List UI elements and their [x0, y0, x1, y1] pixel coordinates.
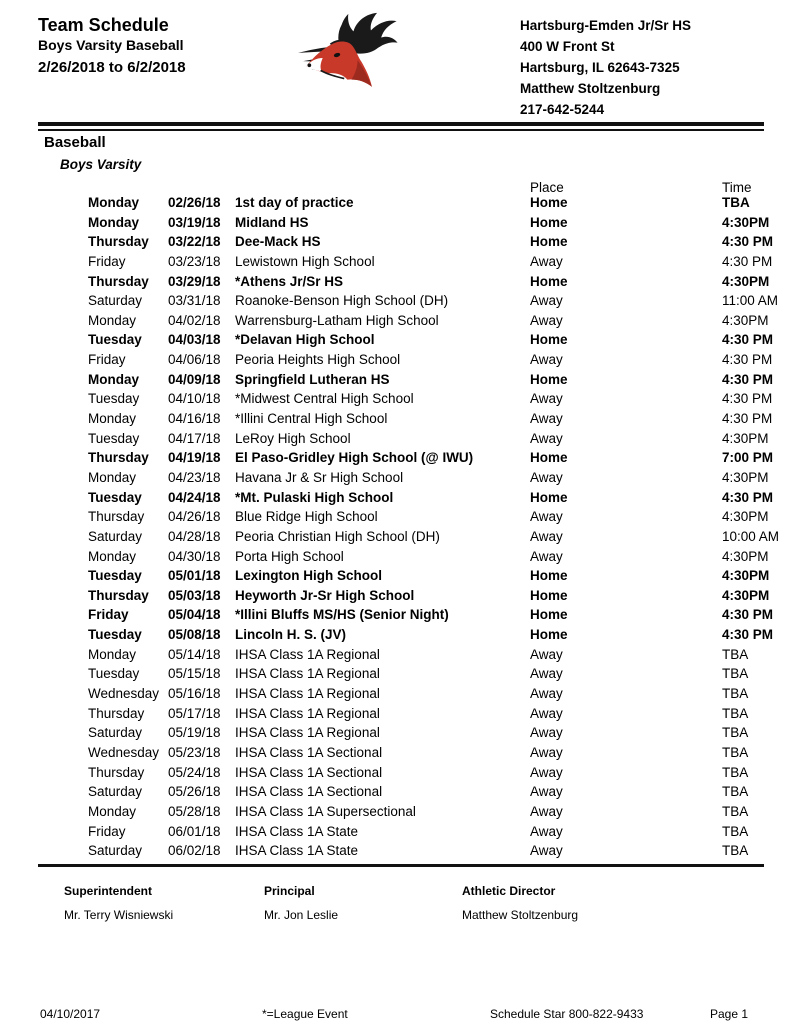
row-day: Wednesday: [88, 744, 160, 760]
row-time: TBA: [722, 705, 749, 721]
table-row: [0, 723, 800, 743]
row-day: Monday: [88, 195, 140, 210]
table-bottom-divider: [38, 864, 764, 867]
row-time: 4:30 PM: [722, 489, 774, 505]
row-date: 04/23/18: [168, 469, 221, 485]
row-place: Away: [530, 843, 563, 859]
row-event: Blue Ridge High School: [235, 509, 378, 525]
row-place: Home: [530, 195, 568, 210]
row-event: Peoria Heights High School: [235, 352, 401, 368]
table-row: [0, 488, 800, 508]
row-day: Tuesday: [88, 627, 142, 643]
row-event: Lincoln H. S. (JV): [235, 627, 347, 643]
row-date: 04/16/18: [168, 411, 221, 427]
row-day: Wednesday: [88, 686, 160, 702]
row-date: 05/01/18: [168, 568, 221, 584]
row-day: Saturday: [88, 725, 143, 741]
row-event: *Illini Central High School: [235, 411, 388, 427]
row-date: 05/24/18: [168, 764, 221, 780]
school-street: 400 W Front St: [520, 39, 615, 54]
row-time: 4:30 PM: [722, 627, 774, 643]
row-day: Friday: [88, 823, 126, 839]
row-time: 4:30PM: [722, 587, 770, 603]
row-time: 4:30 PM: [722, 234, 774, 250]
row-place: Home: [530, 587, 568, 603]
row-time: 4:30 PM: [722, 391, 773, 407]
row-event: LeRoy High School: [235, 430, 351, 446]
row-date: 05/19/18: [168, 725, 221, 741]
school-contact: Matthew Stoltzenburg: [520, 81, 661, 96]
row-date: 05/15/18: [168, 666, 221, 682]
row-event: IHSA Class 1A Regional: [235, 666, 380, 682]
row-date: 04/03/18: [168, 332, 221, 348]
row-time: TBA: [722, 725, 749, 741]
row-time: 4:30 PM: [722, 607, 774, 623]
date-range: 2/26/2018 to 6/2/2018: [38, 59, 186, 76]
row-date: 04/17/18: [168, 430, 221, 446]
row-date: 04/26/18: [168, 509, 221, 525]
row-place: Home: [530, 568, 568, 584]
table-row: [0, 782, 800, 802]
row-date: 05/08/18: [168, 627, 221, 643]
row-day: Saturday: [88, 293, 143, 309]
row-place: Away: [530, 646, 563, 662]
row-day: Monday: [88, 469, 137, 485]
row-event: IHSA Class 1A Regional: [235, 646, 380, 662]
header-divider: [38, 122, 764, 131]
table-row: [0, 605, 800, 625]
table-row: [0, 645, 800, 665]
table-row: [0, 291, 800, 311]
row-event: Dee-Mack HS: [235, 234, 321, 250]
table-row: [0, 330, 800, 350]
row-place: Away: [530, 352, 563, 368]
row-day: Thursday: [88, 764, 145, 780]
footer-vendor: Schedule Star 800-822-9433: [490, 1007, 644, 1021]
row-time: TBA: [722, 744, 749, 760]
table-row: [0, 586, 800, 606]
row-date: 03/23/18: [168, 253, 221, 269]
table-row: [0, 527, 800, 547]
row-place: Home: [530, 627, 568, 643]
row-event: *Midwest Central High School: [235, 391, 414, 407]
table-row: [0, 252, 800, 272]
row-day: Monday: [88, 411, 137, 427]
official-name: Mr. Terry Wisniewski: [64, 908, 174, 922]
row-date: 04/06/18: [168, 352, 221, 368]
official-principal: [264, 884, 338, 922]
school-phone: 217-642-5244: [520, 102, 605, 117]
row-time: 4:30PM: [722, 509, 769, 525]
table-row: [0, 763, 800, 783]
row-day: Monday: [88, 371, 140, 387]
row-day: Thursday: [88, 234, 149, 250]
footer-print-date: 04/10/2017: [40, 1007, 101, 1021]
place-column-header: Place: [530, 180, 564, 195]
row-day: Thursday: [88, 509, 145, 525]
row-day: Monday: [88, 646, 137, 662]
row-day: Saturday: [88, 784, 143, 800]
row-time: 4:30 PM: [722, 371, 774, 387]
official-athletic-director: [462, 884, 578, 922]
row-date: 03/22/18: [168, 234, 221, 250]
row-day: Friday: [88, 607, 129, 623]
row-time: TBA: [722, 764, 749, 780]
row-place: Away: [530, 528, 563, 544]
row-date: 05/28/18: [168, 803, 221, 819]
table-row: [0, 547, 800, 567]
time-column-header: Time: [722, 180, 752, 195]
row-date: 05/16/18: [168, 686, 221, 702]
row-event: *Mt. Pulaski High School: [235, 489, 394, 505]
row-time: TBA: [722, 666, 749, 682]
page-title: Team Schedule: [38, 15, 169, 35]
row-time: 4:30PM: [722, 312, 769, 328]
table-row: [0, 802, 800, 822]
row-date: 05/26/18: [168, 784, 221, 800]
footer-page-number: Page 1: [710, 1007, 749, 1021]
row-place: Away: [530, 411, 563, 427]
row-place: Home: [530, 371, 568, 387]
row-place: Home: [530, 607, 568, 623]
row-place: Home: [530, 214, 568, 230]
row-event: 1st day of practice: [235, 195, 354, 210]
schedule-rows: [0, 193, 800, 861]
table-row: [0, 822, 800, 842]
table-row: [0, 664, 800, 684]
official-title: Athletic Director: [462, 884, 556, 898]
row-date: 05/23/18: [168, 744, 221, 760]
row-place: Home: [530, 489, 568, 505]
table-row: [0, 370, 800, 390]
row-date: 05/17/18: [168, 705, 221, 721]
row-time: 4:30 PM: [722, 332, 774, 348]
table-row: [0, 311, 800, 331]
row-time: 4:30PM: [722, 273, 770, 289]
row-day: Tuesday: [88, 332, 142, 348]
row-time: 4:30PM: [722, 430, 769, 446]
row-place: Away: [530, 293, 563, 309]
row-place: Away: [530, 509, 563, 525]
row-day: Monday: [88, 803, 137, 819]
row-event: El Paso-Gridley High School (@ IWU): [235, 450, 474, 466]
official-title: Principal: [264, 884, 315, 898]
row-time: 10:00 AM: [722, 528, 780, 544]
row-event: IHSA Class 1A Regional: [235, 686, 380, 702]
header-left: [38, 14, 186, 78]
row-time: TBA: [722, 784, 749, 800]
row-date: 06/02/18: [168, 843, 221, 859]
row-time: TBA: [722, 646, 749, 662]
school-name: Hartsburg-Emden Jr/Sr HS: [520, 18, 692, 33]
row-time: 4:30PM: [722, 214, 770, 230]
row-event: IHSA Class 1A Sectional: [235, 744, 383, 760]
row-date: 05/14/18: [168, 646, 221, 662]
official-name: Matthew Stoltzenburg: [462, 908, 579, 922]
row-date: 04/28/18: [168, 528, 221, 544]
row-date: 05/04/18: [168, 607, 221, 623]
row-place: Away: [530, 705, 563, 721]
row-place: Away: [530, 803, 563, 819]
row-time: TBA: [722, 823, 749, 839]
team-subtitle: Boys Varsity Baseball: [38, 37, 184, 53]
sport-title: Baseball: [44, 134, 106, 151]
row-day: Thursday: [88, 273, 149, 289]
official-superintendent: [64, 884, 173, 922]
row-day: Tuesday: [88, 391, 140, 407]
row-event: IHSA Class 1A State: [235, 843, 359, 859]
table-row: [0, 389, 800, 409]
row-place: Away: [530, 391, 563, 407]
row-day: Thursday: [88, 705, 145, 721]
row-event: Springfield Lutheran HS: [235, 371, 390, 387]
table-row: [0, 429, 800, 449]
row-place: Home: [530, 332, 568, 348]
row-date: 04/19/18: [168, 450, 221, 466]
row-time: TBA: [722, 686, 749, 702]
row-place: Away: [530, 312, 563, 328]
table-row: [0, 232, 800, 252]
row-date: 04/24/18: [168, 489, 221, 505]
row-event: IHSA Class 1A Sectional: [235, 764, 383, 780]
row-event: Warrensburg-Latham High School: [235, 312, 439, 328]
row-day: Tuesday: [88, 489, 142, 505]
row-time: 7:00 PM: [722, 450, 774, 466]
table-row: [0, 684, 800, 704]
row-event: IHSA Class 1A Supersectional: [235, 803, 416, 819]
official-name: Mr. Jon Leslie: [264, 908, 339, 922]
row-day: Tuesday: [88, 666, 140, 682]
table-row: [0, 704, 800, 724]
row-date: 03/31/18: [168, 293, 221, 309]
row-place: Away: [530, 744, 563, 760]
row-date: 03/29/18: [168, 273, 221, 289]
row-place: Home: [530, 273, 568, 289]
row-event: Roanoke-Benson High School (DH): [235, 293, 449, 309]
row-date: 04/09/18: [168, 371, 221, 387]
row-event: Havana Jr & Sr High School: [235, 469, 404, 485]
row-date: 04/30/18: [168, 548, 221, 564]
row-event: IHSA Class 1A Regional: [235, 725, 380, 741]
row-event: *Delavan High School: [235, 332, 375, 348]
table-row: [0, 566, 800, 586]
table-row: [0, 213, 800, 233]
school-city: Hartsburg, IL 62643-7325: [520, 60, 680, 75]
row-event: Lexington High School: [235, 568, 382, 584]
footer-legend: *=League Event: [262, 1007, 348, 1021]
table-row: [0, 193, 800, 213]
row-day: Friday: [88, 253, 126, 269]
table-row: [0, 448, 800, 468]
row-event: Porta High School: [235, 548, 344, 564]
row-date: 05/03/18: [168, 587, 221, 603]
table-row: [0, 841, 800, 861]
school-info: [520, 15, 691, 120]
row-time: TBA: [722, 195, 750, 210]
row-place: Away: [530, 823, 563, 839]
row-place: Home: [530, 234, 568, 250]
row-place: Away: [530, 253, 563, 269]
row-place: Away: [530, 784, 563, 800]
row-place: Away: [530, 548, 563, 564]
table-row: [0, 409, 800, 429]
row-day: Tuesday: [88, 568, 142, 584]
row-day: Thursday: [88, 450, 149, 466]
row-event: Lewistown High School: [235, 253, 375, 269]
table-row: [0, 743, 800, 763]
row-day: Saturday: [88, 843, 143, 859]
team-level: Boys Varsity: [60, 157, 142, 172]
table-row: [0, 468, 800, 488]
row-place: Away: [530, 686, 563, 702]
row-place: Away: [530, 764, 563, 780]
row-place: Away: [530, 430, 563, 446]
row-place: Home: [530, 450, 568, 466]
row-time: 11:00 AM: [722, 293, 779, 309]
row-place: Away: [530, 469, 563, 485]
row-date: 03/19/18: [168, 214, 221, 230]
row-time: TBA: [722, 803, 749, 819]
row-time: 4:30 PM: [722, 352, 773, 368]
table-row: [0, 350, 800, 370]
row-day: Monday: [88, 214, 140, 230]
row-day: Thursday: [88, 587, 149, 603]
row-place: Away: [530, 666, 563, 682]
table-row: [0, 507, 800, 527]
row-day: Saturday: [88, 528, 143, 544]
row-time: 4:30 PM: [722, 253, 773, 269]
row-event: Heyworth Jr-Sr High School: [235, 587, 415, 603]
row-event: IHSA Class 1A Sectional: [235, 784, 383, 800]
row-date: 02/26/18: [168, 195, 221, 210]
table-row: [0, 272, 800, 292]
row-time: 4:30PM: [722, 548, 769, 564]
row-event: Midland HS: [235, 214, 309, 230]
row-day: Monday: [88, 548, 137, 564]
row-time: 4:30 PM: [722, 411, 773, 427]
row-event: Peoria Christian High School (DH): [235, 528, 440, 544]
row-time: TBA: [722, 843, 749, 859]
row-time: 4:30PM: [722, 568, 770, 584]
stag-mascot-icon: [296, 10, 414, 102]
row-date: 04/10/18: [168, 391, 221, 407]
row-place: Away: [530, 725, 563, 741]
row-event: *Athens Jr/Sr HS: [235, 273, 344, 289]
row-date: 06/01/18: [168, 823, 221, 839]
table-row: [0, 625, 800, 645]
official-title: Superintendent: [64, 884, 153, 898]
row-time: 4:30PM: [722, 469, 769, 485]
row-event: *Illini Bluffs MS/HS (Senior Night): [235, 607, 449, 623]
row-event: IHSA Class 1A State: [235, 823, 359, 839]
row-day: Monday: [88, 312, 137, 328]
row-date: 04/02/18: [168, 312, 221, 328]
row-day: Tuesday: [88, 430, 140, 446]
row-event: IHSA Class 1A Regional: [235, 705, 380, 721]
row-day: Friday: [88, 352, 126, 368]
